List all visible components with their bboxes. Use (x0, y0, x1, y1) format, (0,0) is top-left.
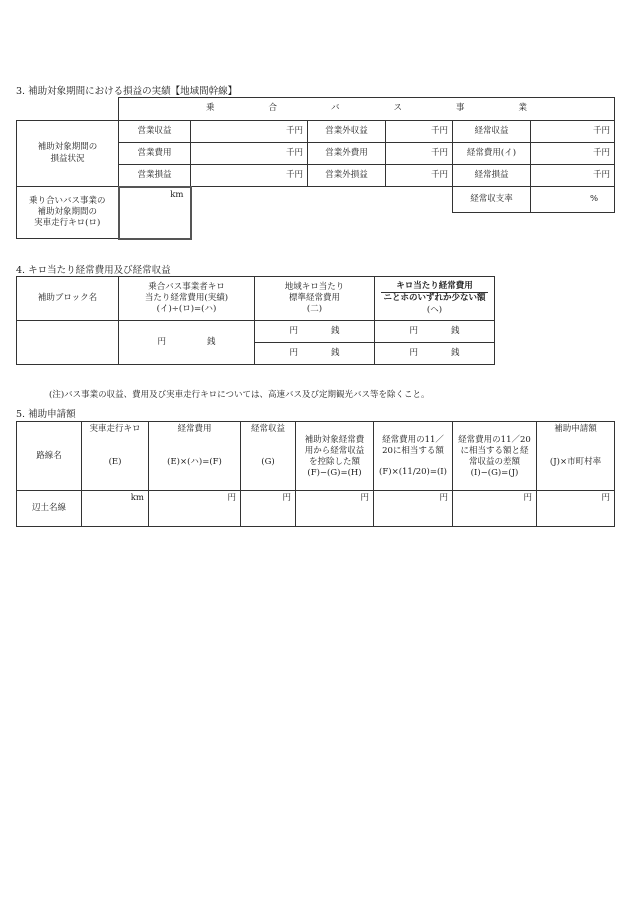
subsidy-application-table (16, 421, 615, 527)
ordinary-expense-value: 千円 (531, 143, 615, 165)
sen-unit: 銭 (330, 347, 340, 358)
header-formula: (G) (261, 457, 275, 468)
blank-fill (191, 213, 615, 239)
block-name-cell[interactable] (17, 321, 119, 365)
non-operating-profit-value: 千円 (386, 165, 453, 187)
header-text: 補助対象経常費 用から経常収益 を控除した額 (304, 435, 365, 468)
km-label: 乗り合いバス事業の 補助対象期間の 実車走行キロ(ロ) (17, 187, 119, 239)
header-text: 補助申請額 (554, 424, 597, 434)
operating-profit-value: 千円 (191, 165, 308, 187)
km-input-box[interactable]: km (119, 187, 191, 239)
ordinary-cost-cell[interactable]: 円 (149, 491, 241, 527)
header-text: 経常費用の11／20 に相当する額と経 常収益の差額 (458, 435, 531, 468)
sen-unit: 銭 (450, 325, 460, 336)
cost-per-km-table (16, 276, 495, 365)
header-char: 乗 (205, 103, 215, 114)
ordinary-revenue-value: 千円 (531, 121, 615, 143)
yen-unit: 円 (289, 347, 298, 358)
standard-cost-cell-1[interactable] (255, 321, 375, 343)
operating-revenue-value: 千円 (191, 121, 308, 143)
eleven-twentieths-cell[interactable]: 円 (374, 491, 453, 527)
sen-unit: 銭 (330, 325, 340, 336)
ordinary-expense-label: 経常費用(イ) (453, 143, 531, 165)
actual-km-cell[interactable]: km (82, 491, 149, 527)
operating-revenue-label: 営業収益 (119, 121, 191, 143)
cost-per-km-title: キロ当たり経常費用 (381, 281, 488, 293)
ordinary-profit-value: 千円 (531, 165, 615, 187)
yen-unit: 円 (409, 325, 418, 336)
non-operating-profit-label: 営業外損益 (308, 165, 386, 187)
yen-unit: 円 (157, 336, 166, 347)
bus-business-header (119, 98, 615, 121)
deducted-amount-header (296, 422, 374, 491)
subsidy-amount-header (537, 422, 615, 491)
standard-cost-header: 地域キロ当たり 標準経常費用 (二) (255, 277, 375, 321)
cost-per-km-subtitle: ニとホのいずれか少ない額 (383, 293, 486, 304)
header-text: 経常費用 (177, 424, 212, 434)
non-operating-expense-value: 千円 (386, 143, 453, 165)
ordinary-revenue-cell[interactable]: 円 (241, 491, 296, 527)
yen-unit: 円 (289, 325, 298, 336)
cost-per-km-cell-1[interactable] (375, 321, 495, 343)
header-text: 実車走行キロ (89, 424, 141, 434)
difference-cell[interactable]: 円 (453, 491, 537, 527)
cost-per-km-mark: (ヘ) (426, 304, 443, 315)
deducted-amount-cell[interactable]: 円 (296, 491, 374, 527)
operating-expense-value: 千円 (191, 143, 308, 165)
operating-profit-label: 営業損益 (119, 165, 191, 187)
standard-cost-cell-2[interactable] (255, 343, 375, 365)
route-name-header: 路線名 (17, 422, 82, 491)
profit-loss-table (16, 97, 615, 240)
subsidy-amount-cell[interactable]: 円 (537, 491, 615, 527)
cost-per-km-cell-2[interactable] (375, 343, 495, 365)
ordinary-ratio-value: % (531, 187, 615, 213)
non-operating-revenue-label: 営業外収益 (308, 121, 386, 143)
note-text: (注)バス事業の収益、費用及び実車走行キロについては、高速バス及び定期観光バス等を除くこと。 (49, 390, 430, 400)
blank-corner (17, 98, 119, 121)
difference-header (453, 422, 537, 491)
header-char: ス (393, 103, 402, 114)
ordinary-profit-label: 経常損益 (453, 165, 531, 187)
sen-unit: 銭 (206, 336, 216, 347)
section3-heading: 3. 補助対象期間における損益の実績【地域間幹線】 (16, 86, 238, 97)
header-formula: (I)−(G)=(J) (470, 468, 519, 479)
profit-status-label: 補助対象期間の 損益状況 (17, 121, 119, 187)
header-char: 合 (268, 103, 277, 114)
cost-per-km-header (375, 277, 495, 321)
section4-heading: 4. キロ当たり経常費用及び経常収益 (16, 265, 171, 276)
blank-gap (191, 187, 453, 213)
header-formula: (E)×(ハ)=(F) (167, 457, 222, 468)
ordinary-cost-header (149, 422, 241, 491)
header-formula: (J)×市町村率 (549, 457, 602, 468)
eleven-twentieths-header (374, 422, 453, 491)
header-formula: (F)−(G)=(H) (307, 468, 362, 479)
header-formula: (F)×(11/20)=(I) (379, 467, 447, 478)
operator-cost-cell[interactable] (119, 321, 255, 365)
yen-unit: 円 (409, 347, 418, 358)
header-char: 業 (518, 103, 527, 114)
header-text: 経常費用の11／ 20に相当する額 (382, 435, 444, 457)
block-name-header: 補助ブロック名 (17, 277, 119, 321)
section5-heading: 5. 補助申請額 (16, 409, 76, 420)
non-operating-expense-label: 営業外費用 (308, 143, 386, 165)
header-text: 経常収益 (250, 424, 285, 434)
ordinary-ratio-label: 経常収支率 (453, 187, 531, 213)
actual-km-header (82, 422, 149, 491)
ordinary-revenue-header (241, 422, 296, 491)
sen-unit: 銭 (450, 347, 460, 358)
non-operating-revenue-value: 千円 (386, 121, 453, 143)
header-char: バ (330, 103, 340, 114)
operating-expense-label: 営業費用 (119, 143, 191, 165)
header-formula: (E) (108, 457, 122, 468)
operator-cost-header: 乗合バス事業者キロ 当たり経常費用(実績) (イ)÷(ロ)=(ハ) (119, 277, 255, 321)
route-name-cell: 辺土名線 (17, 491, 82, 527)
header-char: 事 (455, 103, 465, 114)
ordinary-revenue-label: 経常収益 (453, 121, 531, 143)
